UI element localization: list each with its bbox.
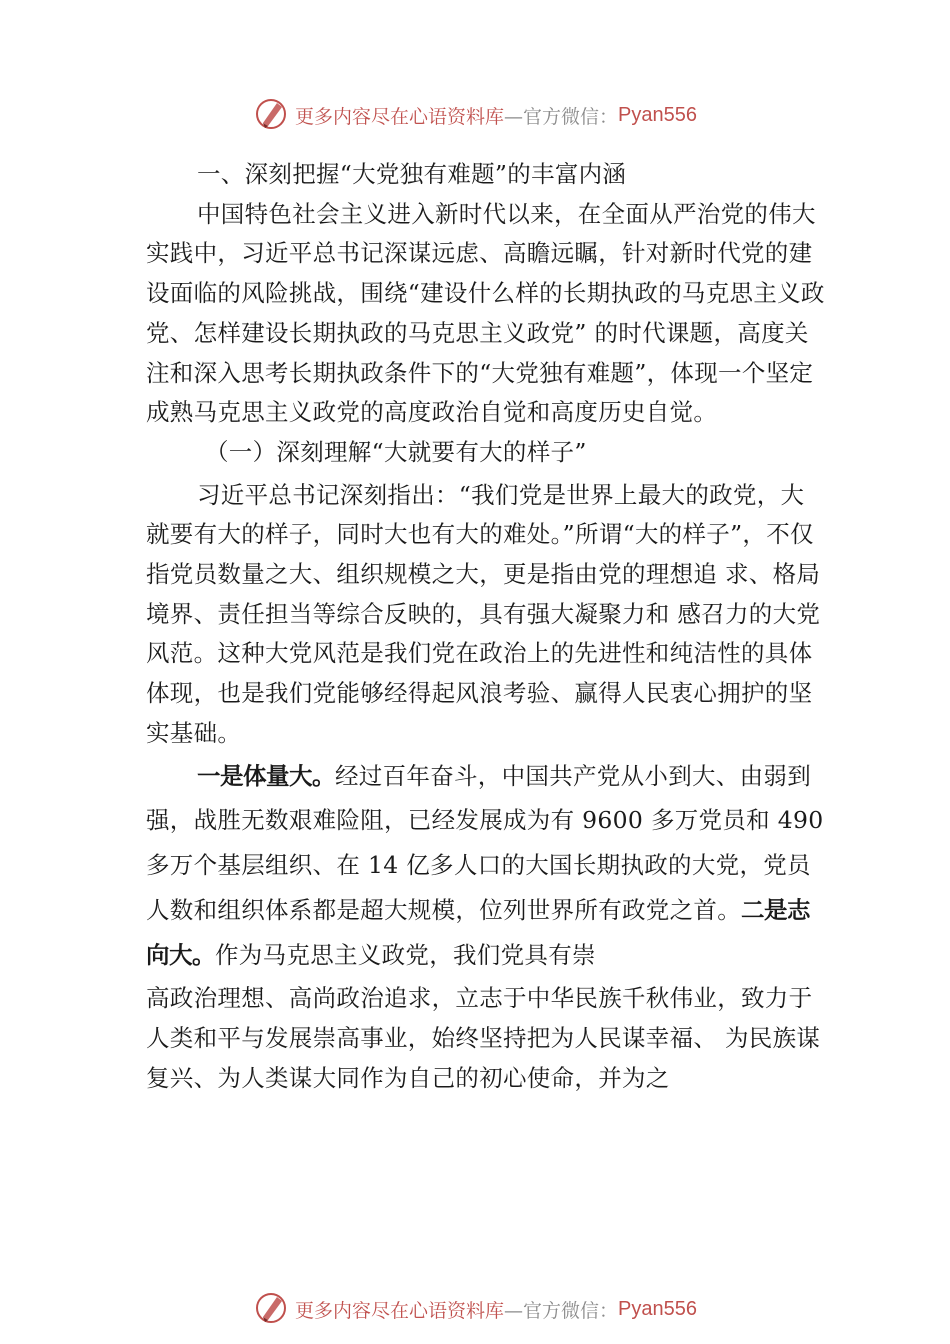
watermark-wechat-id: Pyan556: [618, 103, 697, 126]
section-heading: 一、深刻把握“大党独有难题”的丰富内涵: [197, 160, 627, 188]
paragraph-big-party: 习近平总书记深刻指出：“我们党是世界上最大的政党，大就要有大的样子，同时大也有大的难处。”所谓“大的样子”，不仅指党员数量之大、组织规模之大，更是指由党的理想追 求、格局境界、责任担当等综合反映的，具有强大凝聚力和 感召力的大党风范。这种大党风范是我们党在政治上的先进性和纯洁性的具体体现，也是我们党能够经得起风浪考验、赢得人民衷心拥护的坚实基础。: [146, 480, 821, 747]
point-two-text: 作为马克思主义政党，我们党具有崇: [215, 940, 596, 969]
pen-logo-icon: [253, 95, 289, 136]
subsection-heading: （一）深刻理解“大就要有大的样子”: [205, 437, 587, 466]
point-one-label: 一是体量大。: [197, 761, 335, 790]
pen-logo-icon: [253, 1289, 289, 1330]
footer-watermark: [0, 1289, 950, 1329]
point-two-label: 二是志向大。: [146, 895, 810, 969]
watermark-label: —官方微信：: [504, 1299, 619, 1322]
watermark-brand: 更多内容尽在心语资料库: [295, 1299, 505, 1322]
point-one-text: 经过百年奋斗，中国共产党从小到大、由弱到强，战胜无数艰难险阻，已经发展成为有 9600 多万党员和 490 多万个基层组织、在 14 亿多人口的大国长期执政的大党，党员人数和组织体系都是超大规模，位列世界所有政党之首。: [146, 761, 824, 924]
document-body: [146, 155, 826, 1098]
paragraph-intro: 中国特色社会主义进入新时代以来，在全面从严治党的伟大实践中，习近平总书记深谋远虑、高瞻远瞩，针对新时代党的建设面临的风险挑战，围绕“建设什么样的长期执政的马克思主义政党、怎样建设长期执政的马克思主义政党” 的时代课题，高度关注和深入思考长期执政条件下的“大党独有难题”，体现一个坚定成熟马克思主义政党的高度政治自觉和高度历史自觉。: [146, 199, 825, 427]
watermark-wechat-id: Pyan556: [618, 1297, 697, 1320]
paragraph-points: [146, 754, 826, 978]
watermark-brand: 更多内容尽在心语资料库: [295, 105, 505, 128]
header-watermark: [0, 95, 950, 135]
paragraph-continued: 高政治理想、高尚政治追求，立志于中华民族千秋伟业，致力于人类和平与发展崇高事业，始终坚持把为人民谋幸福、 为民族谋复兴、为人类谋大同作为自己的初心使命，并为之: [146, 983, 821, 1092]
watermark-label: —官方微信：: [504, 105, 619, 128]
